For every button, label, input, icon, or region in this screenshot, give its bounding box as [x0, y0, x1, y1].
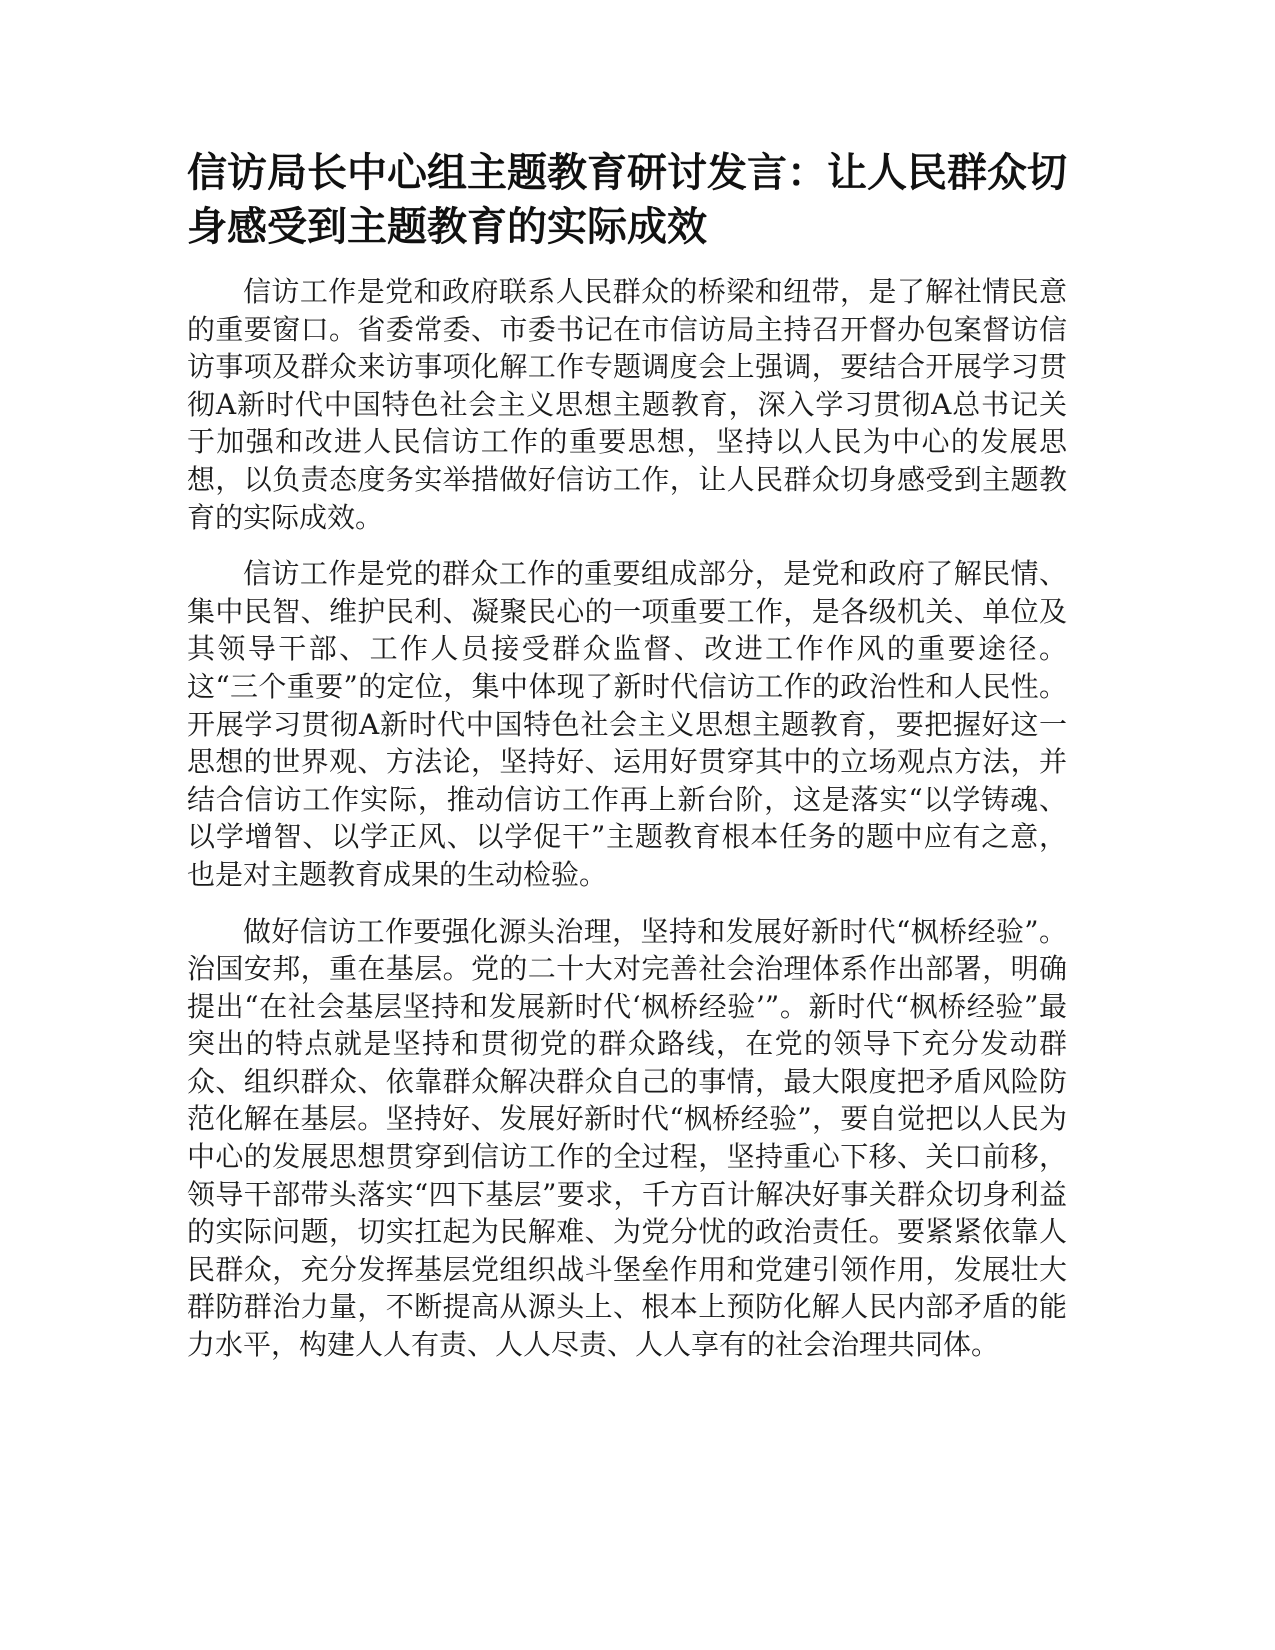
- paragraph-2: 信访工作是党的群众工作的重要组成部分，是党和政府了解民情、集中民智、维护民利、凝聚民心的一项重要工作，是各级机关、单位及其领导干部、工作人员接受群众监督、改进工作作风的重要途径。这“三个重要”的定位，集中体现了新时代信访工作的政治性和人民性。开展学习贯彻A新时代中国特色社会主义思想主题教育，要把握好这一思想的世界观、方法论，坚持好、运用好贯穿其中的立场观点方法，并结合信访工作实际，推动信访工作再上新台阶，这是落实“以学铸魂、以学增智、以学正风、以学促干”主题教育根本任务的题中应有之意，也是对主题教育成果的生动检验。: [187, 557, 1067, 891]
- paragraph-3: 做好信访工作要强化源头治理，坚持和发展好新时代“枫桥经验”。治国安邦，重在基层。党的二十大对完善社会治理体系作出部署，明确提出“在社会基层坚持和发展新时代‘枫桥经验’”。新时代“枫桥经验”最突出的特点就是坚持和贯彻党的群众路线，在党的领导下充分发动群众、组织群众、依靠群众解决群众自己的事情，最大限度把矛盾风险防范化解在基层。坚持好、发展好新时代“枫桥经验”，要自觉把以人民为中心的发展思想贯穿到信访工作的全过程，坚持重心下移、关口前移，领导干部带头落实“四下基层”要求，千方百计解决好事关群众切身利益的实际问题，切实扛起为民解难、为党分忧的政治责任。要紧紧依靠人民群众，充分发挥基层党组织战斗堡垒作用和党建引领作用，发展壮大群防群治力量，不断提高从源头上、根本上预防化解人民内部矛盾的能力水平，构建人人有责、人人尽责、人人享有的社会治理共同体。: [187, 914, 1067, 1362]
- document-title: 信访局长中心组主题教育研讨发言：让人民群众切身感受到主题教育的实际成效: [187, 150, 1067, 250]
- paragraph-1: 信访工作是党和政府联系人民群众的桥梁和纽带，是了解社情民意的重要窗口。省委常委、市委书记在市信访局主持召开督办包案督访信访事项及群众来访事项化解工作专题调度会上强调，要结合开展学习贯彻A新时代中国特色社会主义思想主题教育，深入学习贯彻A总书记关于加强和改进人民信访工作的重要思想，坚持以人民为中心的发展思想，以负责态度务实举措做好信访工作，让人民群众切身感受到主题教育的实际成效。: [187, 275, 1067, 534]
- document-body: [187, 273, 1067, 1383]
